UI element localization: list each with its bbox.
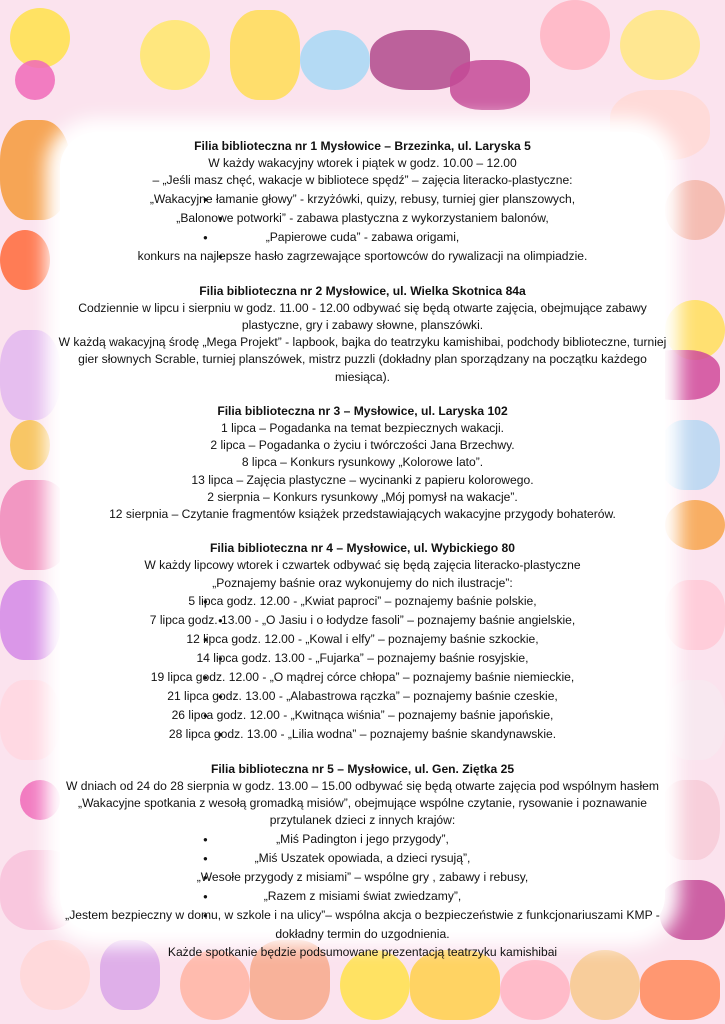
list-item: ● 21 lipca godz. 13.00 - „Alabastrowa rączka” – poznajemy baśnie czeskie, [58,687,667,706]
section-title: Filia biblioteczna nr 5 – Mysłowice, ul. Gen. Ziętka 25 [210,761,515,776]
section-line: W dniach od 24 do 28 sierpnia w godz. 13.00 – 15.00 odbywać się będą otwarte zajęcia pod wspólnym hasłem „Wakacyjne spotkania z wesołą gromadką misiów”, obejmujące wspólne czytanie, rysowanie i poznawanie przytulanek dzieci z innych krajów: [66,779,659,828]
list-item: ● konkurs na najlepsze hasło zagrzewające sportowców do rywalizacji na olimpiadzie. [58,247,667,266]
section-4 [58,540,667,744]
list-item: ● „Miś Padington i jego przygody”, [58,830,667,849]
section-title: Filia biblioteczna nr 1 Mysłowice – Brzezinka, ul. Laryska 5 [194,139,531,153]
list-item: ● „Razem z misiami świat zwiedzamy”, [58,887,667,906]
list-item: ● 26 lipca godz. 12.00 - „Kwitnąca wiśnia” – poznajemy baśnie japońskie, [58,706,667,725]
section-line: 2 lipca – Pogadanka o życiu i twórczości Jana Brzechwy. [210,438,515,453]
section-line: W każdą wakacyjną środę „Mega Projekt” - lapbook, bajka do teatrzyku kamishibai, podchody biblioteczne, turniej gier słownych Scrable, turniej planszówek, mistrz puzzli (dokładny plan sporządzany na początku każdego miesiąca). [58,335,667,384]
list-item: ● 12 lipca godz. 12.00 - „Kowal i elfy” – poznajemy baśnie szkockie, [58,630,667,649]
section-line: 2 sierpnia – Konkurs rysunkowy „Mój pomysł na wakacje”. [207,489,518,504]
document-text [58,138,667,978]
list-item: ● „Papierowe cuda” - zabawa origami, [58,228,667,247]
list-item: ● „Jestem bezpieczny w domu, w szkole i na ulicy”– wspólna akcja o bezpieczeństwie z funkcjonariuszami KMP - dokładny termin do uzgodnienia. [58,906,667,944]
section-line: – „Jeśli masz chęć, wakacje w bibliotece spędź” – zajęcia literacko-plastyczne: [152,173,573,188]
section-1 [58,138,667,266]
section-line: Codziennie w lipcu i sierpniu w godz. 11.00 - 12.00 odbywać się będą otwarte zajęcia, obejmujące zabawy plastyczne, gry i zabawy słowne, planszówki. [78,300,647,333]
section-title: Filia biblioteczna nr 2 Mysłowice, ul. Wielka Skotnica 84a [199,283,526,298]
list-item: ● „Miś Uszatek opowiada, a dzieci rysują”, [58,849,667,868]
section-5 [58,761,667,961]
list-item: ● „Wesołe przygody z misiami” – wspólne gry , zabawy i rebusy, [58,868,667,887]
list-item: ● „Balonowe potworki” - zabawa plastyczna z wykorzystaniem balonów, [58,209,667,228]
section-line: W każdy wakacyjny wtorek i piątek w godz. 10.00 – 12.00 [208,156,517,171]
section-line: 13 lipca – Zajęcia plastyczne – wycinanki z papieru kolorowego. [191,472,534,487]
section-line: „Poznajemy baśnie oraz wykonujemy do nich ilustracje”: [212,575,513,590]
list-item: ● „Wakacyjne łamanie głowy” - krzyżówki, quizy, rebusy, turniej gier planszowych, [58,190,667,209]
list-item: ● 14 lipca godz. 13.00 - „Fujarka” – poznajemy baśnie rosyjskie, [58,649,667,668]
section-2 [58,283,667,386]
section-line: 1 lipca – Pogadanka na temat bezpiecznych wakacji. [220,421,505,436]
list-item: ● 5 lipca godz. 12.00 - „Kwiat paproci” – poznajemy baśnie polskie, [58,592,667,611]
section-line: 8 lipca – Konkurs rysunkowy „Kolorowe lato”. [241,455,484,470]
bullet-list [58,830,667,944]
section-title: Filia biblioteczna nr 3 – Mysłowice, ul. Laryska 102 [217,403,508,418]
section-line: 12 sierpnia – Czytanie fragmentów książek przedstawiających wakacyjne przygody bohaterów. [109,507,616,522]
section-line: W każdy lipcowy wtorek i czwartek odbywać się będą zajęcia literacko-plastyczne [144,558,581,573]
list-item: ● 28 lipca godz. 13.00 - „Lilia wodna” – poznajemy baśnie skandynawskie. [58,725,667,744]
list-item: ● 19 lipca godz. 12.00 - „O mądrej córce chłopa” – poznajemy baśnie niemieckie, [58,668,667,687]
section-title: Filia biblioteczna nr 4 – Mysłowice, ul. Wybickiego 80 [210,541,515,556]
bullet-list [58,190,667,266]
bullet-list [58,592,667,744]
section-3 [58,403,667,523]
section-footer: Każde spotkanie będzie podsumowane prezentacją teatrzyku kamishibai [167,944,558,959]
list-item: ● 7 lipca godz. 13.00 - „O Jasiu i o łodydze fasoli” – poznajemy baśnie angielskie, [58,611,667,630]
